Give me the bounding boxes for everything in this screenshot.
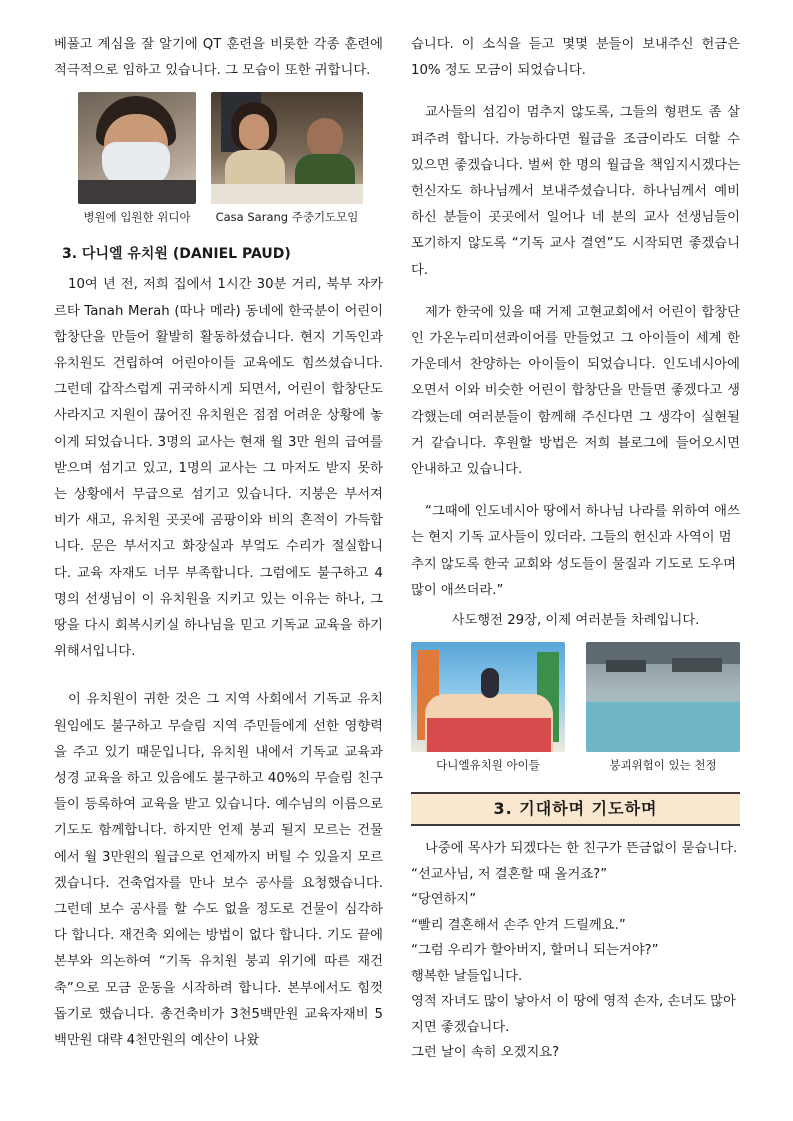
closing-dialog xyxy=(411,836,740,1066)
photo-kindergarten-children-caption: 다니엘유치원 아이들 xyxy=(436,758,540,773)
dialog-line: 그런 날이 속히 오겠지요? xyxy=(411,1045,560,1061)
photo-widia-image xyxy=(78,92,196,204)
teachers-paragraph: 교사들의 섬김이 멈추지 않도록, 그들의 형편도 좀 살펴주려 합니다. 가능하다면 월급을 조금이라도 더할 수 있으면 좋겠습니다. 벌써 한 명의 월급을 책임지시겠다는 헌신자도 하나님께서 보내주셨습니다. 하나님께서 예비하신 분들이 곳곳에서 일어나 네 분의 교사 선생님들이 포기하지 않도록 “기독 교사 결연”도 시작되면 좋겠습니다. xyxy=(411,105,740,278)
daniel-paud-paragraph-1: 10여 년 전, 저희 집에서 1시간 30분 거리, 북부 자카르타 Tanah Merah (따나 메라) 동네에 한국분이 어린이 합창단을 만들어 활발히 활동하셨습니다. 현지 기독인과 유치원도 건립하여 어린아이들 교육에도 힘쓰셨습니다. 그런데 갑작스럽게 귀국하시게 되면서, 어린이 합창단도 사라지고 지원이 끊어진 유치원은 점점 어려운 상황에 놓이게 되었습니다. 3명의 교사는 현재 월 3만 원의 급여를 받으며 섬기고 있고, 1명의 교사는 그 마저도 받지 못하는 상황에서 무급으로 섬기고 있습니다. 지붕은 부서져 비가 새고, 유치원 곳곳에 곰팡이와 비의 흔적이 가득합니다. 문은 부서지고 화장실과 부엌도 수리가 절실합니다. 교육 자재도 너무 부족합니다. 그럼에도 불구하고 4명의 선생님이 이 유치원을 지키고 있는 이유는 하나, 그 땅을 다시 회복시키실 하나님을 믿고 기독교 교육을 하기 위해서입니다. xyxy=(54,277,383,660)
photo-damaged-ceiling-caption: 붕괴위험이 있는 천정 xyxy=(609,758,717,773)
dialog-line: 영적 자녀도 많이 낳아서 이 땅에 영적 손자, 손녀도 많아지면 좋겠습니다. xyxy=(411,994,736,1035)
photo-kindergarten-children xyxy=(411,642,565,774)
continued-paragraph: 습니다. 이 소식을 듣고 몇몇 분들이 보내주신 헌금은 10% 정도 모금이 되었습니다. xyxy=(411,37,740,79)
photo-widia-caption: 병원에 입원한 위디아 xyxy=(83,210,191,225)
photo-casa-sarang xyxy=(211,92,363,226)
intro-paragraph: 베풀고 계심을 잘 알기에 QT 훈련을 비롯한 각종 훈련에 적극적으로 임하고 있습니다. 그 모습이 또한 귀합니다. xyxy=(54,37,383,79)
choir-paragraph: 제가 한국에 있을 때 거제 고현교회에서 어린이 합창단인 가온누리미션콰이어를 만들었고 그 아이들이 세계 한가운데서 찬양하는 아이들이 되었습니다. 인도네시아에 오면서 이와 비슷한 어린이 합창단을 만들면 좋겠다고 생각했는데 여러분들이 함께해 주신다면 그 생각이 실현될 거 같습니다. 후원할 방법은 저희 블로그에 들어오시면 안내하고 있습니다. xyxy=(411,304,740,478)
dialog-line: “빨리 결혼해서 손주 안겨 드릴께요.” xyxy=(411,917,626,933)
photo-row-right xyxy=(411,642,740,774)
photo-widia xyxy=(78,92,196,226)
section-banner-expect-pray: 3. 기대하며 기도하며 xyxy=(411,792,740,826)
dialog-line: 나중에 목사가 되겠다는 한 친구가 뜬금없이 묻습니다. xyxy=(425,841,738,857)
acts-quote: “그때에 인도네시아 땅에서 하나님 나라를 위하여 애쓰는 현지 기독 교사들이 있더라. 그들의 헌신과 사역이 멈추지 않도록 한국 교회와 성도들이 물질과 기도로 도우며 많이 애쓰더라.” xyxy=(411,504,740,598)
acts-29-line: 사도행전 29장, 이제 여러분들 차례입니다. xyxy=(451,613,700,629)
dialog-line: 행복한 날들입니다. xyxy=(411,968,523,984)
photo-damaged-ceiling xyxy=(586,642,740,774)
photo-kindergarten-children-image xyxy=(411,642,565,752)
photo-casa-sarang-caption: Casa Sarang 주중기도모임 xyxy=(215,210,359,225)
section-title-daniel-paud: 3. 다니엘 유치원 (DANIEL PAUD) xyxy=(62,246,291,263)
photo-damaged-ceiling-image xyxy=(586,642,740,752)
photo-row-left xyxy=(54,92,383,226)
dialog-line: “그럼 우리가 할아버지, 할머니 되는거야?” xyxy=(411,943,659,959)
photo-casa-sarang-image xyxy=(211,92,363,204)
left-column xyxy=(54,32,383,1054)
right-column xyxy=(411,32,740,1066)
dialog-line: “당연하지” xyxy=(411,892,477,908)
daniel-paud-paragraph-2: 이 유치원이 귀한 것은 그 지역 사회에서 기독교 유치원임에도 불구하고 무슬림 지역 주민들에게 선한 영향력을 주고 있기 때문입니다, 유치원 내에서 기독교 교육과 성경 교육을 하고 있음에도 불구하고 40%의 무슬림 친구들이 등록하여 교육을 받고 있습니다. 예수님의 이름으로 기도도 함께합니다. 하지만 언제 붕괴 될지 모르는 건물에서 월 3만원의 월급으로 언제까지 버틸 수 있을지 모르겠습니다. 건축업자를 만나 보수 공사를 요청했습니다. 그런데 보수 공사를 할 수도 없을 정도로 건물이 심각하다 합니다. 재건축 외에는 방법이 없다 합니다. 기도 끝에 본부와 의논하여 “기독 유치원 붕괴 위기에 따른 재건축”으로 모금 운동을 시작하려 합니다. 본부에서도 힘껏 돕기로 했습니다. 총건축비가 3천5백만원 교육자재비 5백만원 대략 4천만원의 예산이 나왔 xyxy=(54,692,383,1049)
dialog-line: “선교사님, 저 결혼할 때 올거죠?” xyxy=(411,866,608,882)
